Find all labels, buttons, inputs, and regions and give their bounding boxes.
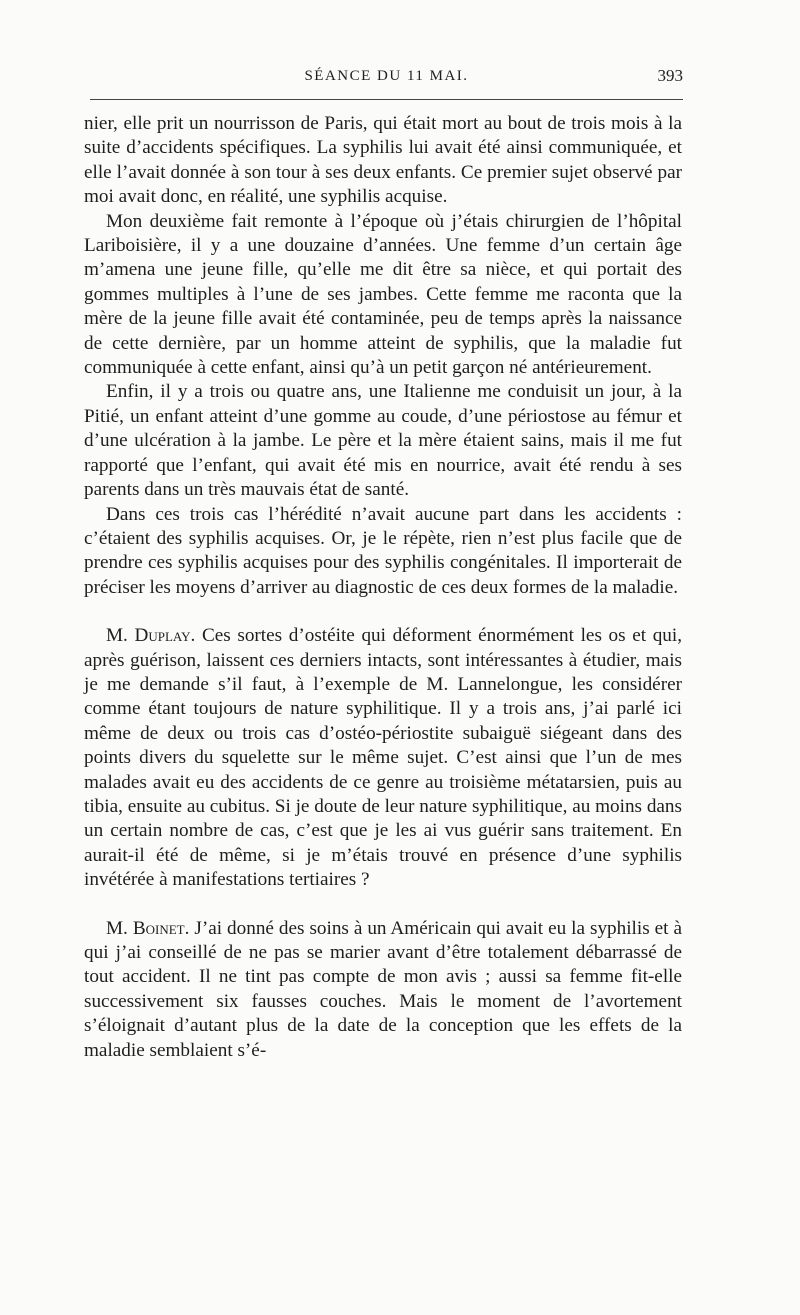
paragraph-continuation: nier, elle prit un nourrisson de Paris, qui était mort au bout de trois mois à la suite d’accidents spécifiques. La syphilis lui avait été ainsi communiquée, et elle l’avait donnée à son tour à ses deux enfants. Ce premier sujet observé par moi avait donc, en réalité, une syphilis acquise. — [84, 113, 682, 208]
running-head — [90, 62, 683, 96]
page-number: 393 — [657, 66, 683, 85]
speaker-duplay: M. Duplay. — [106, 625, 196, 647]
paragraph-boinet — [84, 917, 682, 1063]
paragraph-second-case: Mon deuxième fait remonte à l’époque où j’étais chirurgien de l’hôpital Lariboisière, il y a une douzaine d’années. Une femme d’un certain âge m’amena une jeune fille, qu’elle me dit être sa nièce, et qui portait des gommes multiples à l’une de ses jambes. Cette femme me raconta que la mère de la jeune fille avait été contaminée, peu de temps après la naissance de cette dernière, par un homme atteint de syphilis, que la maladie fut communiquée à cette enfant, ainsi qu’à un petit garçon né antérieurement. — [84, 210, 682, 379]
speaker-boinet: M. Boinet. — [106, 917, 190, 939]
running-head-title: SÉANCE DU 11 MAI. — [304, 68, 469, 84]
header-rule — [90, 99, 683, 100]
paragraph-third-case: Enfin, il y a trois ou quatre ans, une Italienne me conduisit un jour, à la Pitié, un enfant atteint d’une gomme au coude, d’une périostose au fémur et d’une ulcération à la jambe. Le père et la mère étaient sains, mais il me fut rapporté que l’enfant, qui avait été mis en nourrice, avait été rendu à ses parents dans un très mauvais état de santé. — [84, 381, 682, 501]
paragraph-conclusion: Dans ces trois cas l’hérédité n’avait aucune part dans les accidents : c’étaient des syphilis acquises. Or, je le répète, rien n’est plus facile que de prendre ces syphilis acquises pour des syphilis congénitales. Il importerait de préciser les moyens d’arriver au diagnostic de ces deux formes de la maladie. — [84, 503, 682, 598]
duplay-remarks: Ces sortes d’ostéite qui déforment énormément les os et qui, après guérison, laissent ces derniers intacts, sont intéressantes à étudier, mais je me demande s’il faut, à l’exemple de M. Lannelongue, les considérer comme étant toujours de nature syphilitique. Il y a trois ans, j’ai parlé ici même de deux ou trois cas d’ostéo-périostite subaiguë siégeant dans des points divers du squelette sur le même sujet. C’est ainsi que l’un de mes malades avait eu des accidents de ce genre au troisième métatarsien, puis au tibia, ensuite au cubitus. Si je doute de leur nature syphilitique, au moins dans un certain nombre de cas, c’est que je les ai vus guérir sans traitement. En aurait-il été de même, si je m’étais trouvé en présence d’une syphilis invétérée à manifestations tertiaires ? — [84, 625, 683, 891]
paragraph-duplay — [84, 624, 682, 892]
boinet-remarks: J’ai donné des soins à un Américain qui avait eu la syphilis et à qui j’ai conseillé de ne pas se marier avant d’être totalement débarrassé de tout accident. Il ne tint pas compte de mon avis ; aussi sa femme fit-elle successivement six fausses couches. Mais le moment de l’avortement s’éloignait d’autant plus de la date de la conception que les effets de la maladie semblaient s’é- — [84, 917, 682, 1061]
body-text — [84, 112, 682, 1063]
